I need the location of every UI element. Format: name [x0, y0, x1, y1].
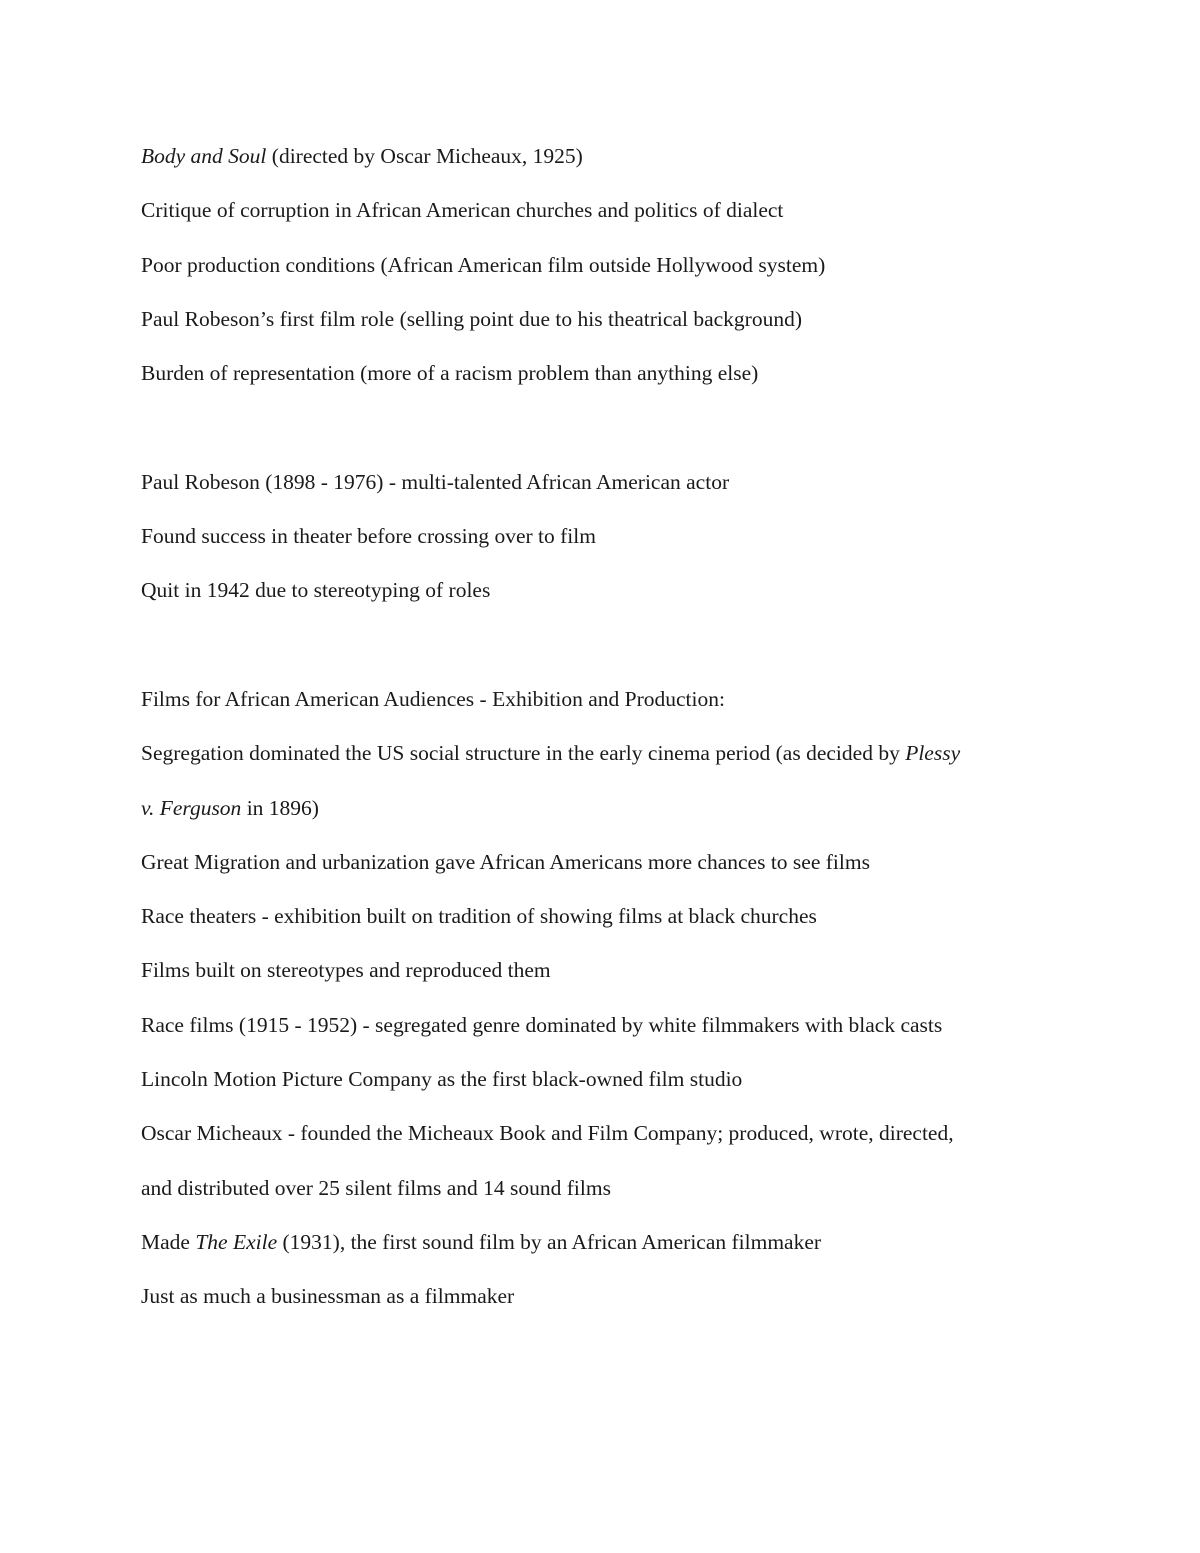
quit-1942-line: Quit in 1942 due to stereotyping of roles	[141, 578, 491, 603]
lincoln-motion-picture-line: Lincoln Motion Picture Company as the first black-owned film studio	[141, 1067, 743, 1092]
exile-prefix: Made	[141, 1229, 196, 1254]
segregation-year: in 1896)	[241, 795, 319, 820]
segregation-line-2	[141, 788, 1061, 842]
notes-body	[141, 136, 1061, 1331]
the-exile-line	[141, 1222, 1061, 1276]
race-films-line: Race films (1915 - 1952) - segregated genre dominated by white filmmakers with black casts	[141, 1012, 943, 1037]
burden-of-representation-line: Burden of representation (more of a racism problem than anything else)	[141, 361, 759, 386]
segregation-line-1	[141, 733, 1061, 787]
spacer	[141, 407, 1061, 461]
theater-success-line: Found success in theater before crossing over to film	[141, 524, 596, 549]
body-and-soul-details: (directed by Oscar Micheaux, 1925)	[266, 144, 583, 168]
great-migration-line: Great Migration and urbanization gave African Americans more chances to see films	[141, 849, 870, 874]
micheaux-line-1: Oscar Micheaux - founded the Micheaux Book and Film Company; produced, wrote, directed,	[141, 1121, 954, 1146]
exile-suffix: (1931), the first sound film by an African American filmmaker	[277, 1229, 822, 1254]
robeson-first-role-line: Paul Robeson’s first film role (selling point due to his theatrical background)	[141, 306, 802, 331]
micheaux-line-2: and distributed over 25 silent films and 14 sound films	[141, 1175, 611, 1200]
case-name-plessy: Plessy	[905, 741, 961, 766]
paul-robeson-line: Paul Robeson (1898 - 1976) - multi-talented African American actor	[141, 469, 730, 494]
race-theaters-line: Race theaters - exhibition built on tradition of showing films at black churches	[141, 904, 817, 929]
businessman-line: Just as much a businessman as a filmmaker	[141, 1284, 515, 1309]
film-title-the-exile: The Exile	[195, 1229, 278, 1254]
body-and-soul-line	[141, 136, 1061, 190]
spacer	[141, 625, 1061, 679]
production-conditions-line: Poor production conditions (African American film outside Hollywood system)	[141, 252, 826, 277]
film-title-body-and-soul: Body and Soul	[141, 144, 267, 168]
section-heading: Films for African American Audiences - Exhibition and Production:	[141, 686, 725, 711]
stereotypes-line: Films built on stereotypes and reproduced them	[141, 958, 551, 983]
case-name-ferguson: v. Ferguson	[141, 795, 242, 820]
segregation-text: Segregation dominated the US social structure in the early cinema period (as decided by	[141, 741, 906, 766]
critique-line: Critique of corruption in African American churches and politics of dialect	[141, 198, 784, 223]
